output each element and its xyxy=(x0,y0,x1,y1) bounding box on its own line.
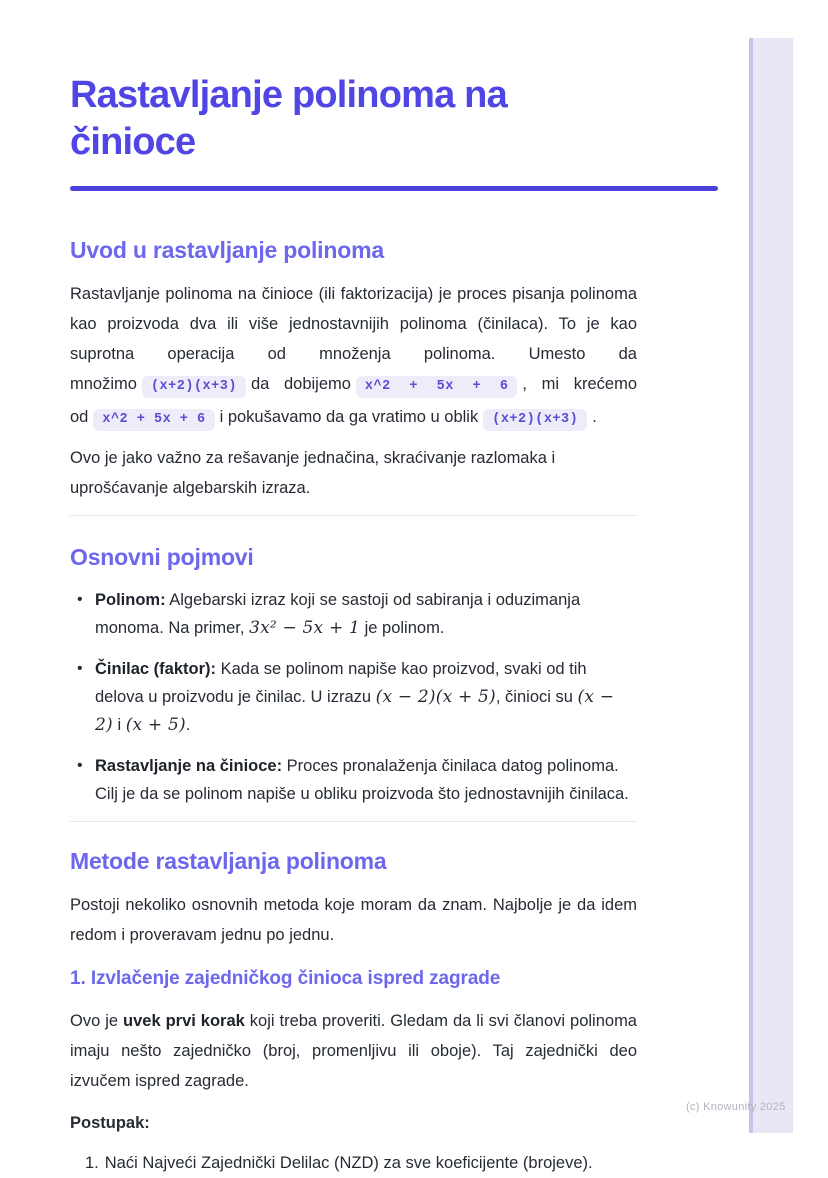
bullet-icon: • xyxy=(77,591,83,608)
method-text: koji treba proveriti. Gledam da li svi članovi polinoma imaju nešto zajedničko (broj, promenljivu ili oboje). Taj zajednički deo izvučem ispred zagrade. xyxy=(70,1012,637,1090)
section-heading-pojmovi: Osnovni pojmovi xyxy=(70,544,254,570)
step-item xyxy=(85,1148,637,1178)
section-heading-metode: Metode rastavljanja polinoma xyxy=(70,848,387,874)
inline-code-1: (x+2)(x+3) xyxy=(142,376,246,398)
math-expression: 3x² − 5x + 1 xyxy=(249,618,361,638)
term-label: Polinom: xyxy=(95,591,166,609)
section-heading-uvod: Uvod u rastavljanje polinoma xyxy=(70,237,384,263)
term-text: Proces pronalaženja činilaca datog polinoma. Cilj je da se polinom napiše u obliku proizvoda što jednostavnijih činilaca. xyxy=(95,757,629,803)
term-label: Činilac (faktor): xyxy=(95,660,217,678)
list-item-cinilac xyxy=(70,655,637,739)
bullet-icon: • xyxy=(77,660,83,677)
term-text: , činioci su xyxy=(495,688,578,706)
method-paragraph xyxy=(70,1006,637,1096)
term-label: Rastavljanje na činioce: xyxy=(95,757,283,775)
postupak-label: Postupak: xyxy=(70,1114,150,1132)
term-text: Kada se polinom napiše kao proizvod, svaki od tih delova u proizvodu je činilac. U izrazu xyxy=(95,660,587,706)
intro-text-1: Rastavljanje polinoma na činioce (ili faktorizacija) je proces pisanja polinoma kao proizvoda dva ili više jednostavnijih polinoma (činilaca). To je kao suprotna operacija od množenja polinoma. Umesto da množimo xyxy=(70,285,637,393)
intro-note-paragraph: Ovo je jako važno za rešavanje jednačina, skraćivanje razlomaka i uprošćavanje algebarskih izraza. xyxy=(70,449,556,497)
list-item-rastavljanje xyxy=(70,752,637,808)
subsection-heading-izvlacenje: 1. Izvlačenje zajedničkog činioca ispred zagrade xyxy=(70,968,501,989)
term-text: Algebarski izraz koji se sastoji od sabiranja i oduzimanja monoma. Na primer, xyxy=(95,591,581,637)
intro-text-4: i pokušavamo da ga vratimo u oblik xyxy=(219,408,479,426)
bullet-icon: • xyxy=(77,757,83,774)
math-expression: (x − 2) xyxy=(95,687,615,735)
term-text: i xyxy=(112,716,126,734)
inline-code-3: x^2 + 5x + 6 xyxy=(93,409,214,431)
step-number: 1. xyxy=(85,1154,99,1172)
intro-text-3: , mi krećemo od xyxy=(70,375,637,426)
intro-text-5: . xyxy=(592,408,597,426)
document-page xyxy=(70,0,637,1178)
title-rule xyxy=(70,186,718,191)
section-divider xyxy=(70,821,637,822)
footer-copyright: (c) Knowunity 2025 xyxy=(686,1101,786,1113)
math-expression: (x − 2)(x + 5) xyxy=(375,687,496,707)
term-text: je polinom. xyxy=(360,619,445,637)
list-item-polinom xyxy=(70,586,637,642)
page-title: Rastavljanje polinoma na činioce xyxy=(70,74,507,163)
metode-intro-paragraph: Postoji nekoliko osnovnih metoda koje moram da znam. Najbolje je da idem redom i proveravam jednu po jednu. xyxy=(70,896,637,944)
math-expression: (x + 5) xyxy=(125,715,186,735)
side-accent-bar xyxy=(749,38,793,1133)
term-list xyxy=(70,586,637,808)
method-bold-text: uvek prvi korak xyxy=(123,1012,245,1030)
method-text: Ovo je xyxy=(70,1012,124,1030)
intro-text-2: da dobijemo xyxy=(250,375,351,393)
step-text: Naći Najveći Zajednički Delilac (NZD) za sve koeficijente (brojeve). xyxy=(104,1154,593,1172)
intro-paragraph xyxy=(70,279,637,435)
term-text: . xyxy=(185,716,191,734)
steps-list xyxy=(70,1148,637,1178)
section-divider xyxy=(70,515,637,516)
inline-code-2: x^2 + 5x + 6 xyxy=(356,376,518,398)
inline-code-4: (x+2)(x+3) xyxy=(483,409,587,431)
